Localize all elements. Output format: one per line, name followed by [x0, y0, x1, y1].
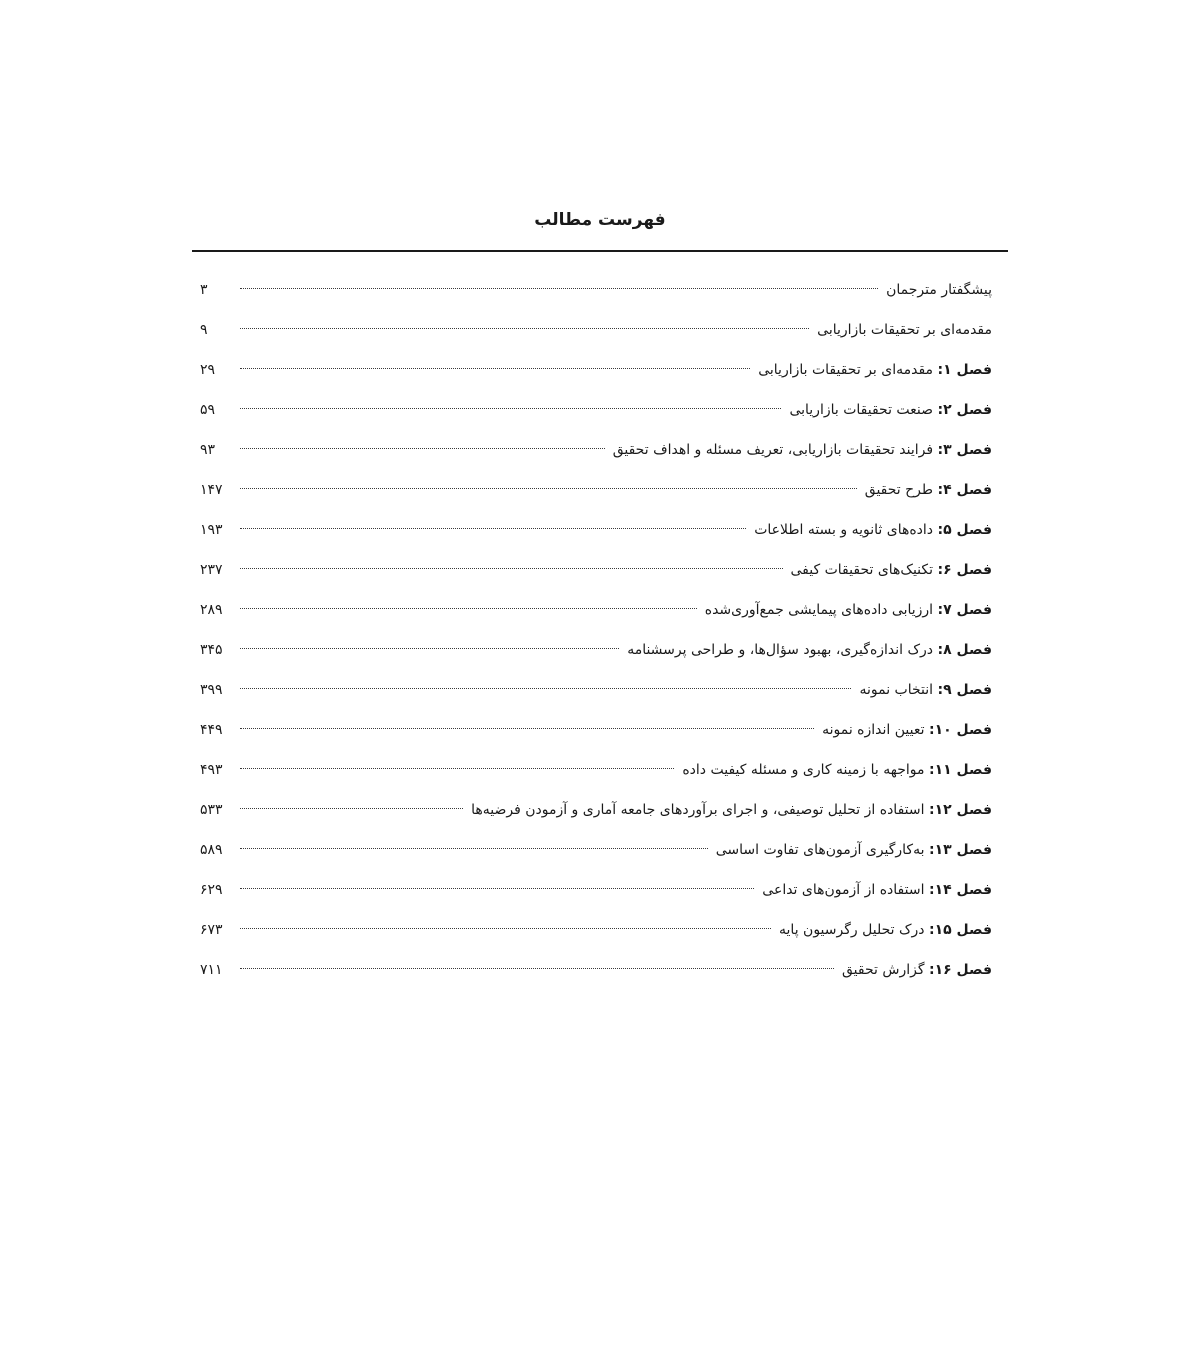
page-number: ۵۸۹ — [200, 842, 223, 858]
page-number: ۶۷۳ — [200, 922, 223, 938]
entry-text — [842, 950, 992, 990]
toc-entry — [200, 590, 992, 630]
page-number: ۱۹۳ — [200, 522, 223, 538]
entry-title: طرح تحقیق — [864, 482, 934, 498]
entry-text — [705, 590, 992, 630]
entry-title: استفاده از آزمون‌های تداعی — [762, 882, 925, 898]
toc-entry — [200, 630, 992, 670]
toc-entry — [200, 430, 992, 470]
page-number: ۵۹ — [200, 402, 216, 418]
page-number: ۲۳۷ — [200, 562, 223, 578]
toc-entry — [200, 510, 992, 550]
page-number: ۹ — [200, 322, 208, 338]
dot-leader — [240, 608, 697, 609]
entry-text — [754, 510, 992, 550]
page-number: ۳ — [200, 282, 208, 298]
entry-title: داده‌های ثانویه و بسته اطلاعات — [754, 522, 934, 538]
entry-title: پیشگفتار مترجمان — [886, 282, 992, 298]
toc-entry — [200, 710, 992, 750]
entry-text — [886, 270, 992, 310]
dot-leader — [240, 448, 605, 449]
entry-text — [791, 550, 992, 590]
entry-title: تعیین اندازه نمونه — [822, 722, 925, 738]
entry-text — [762, 870, 992, 910]
entry-title: به‌کارگیری آزمون‌های تفاوت اساسی — [715, 842, 925, 858]
chapter-label: فصل ۸: — [937, 642, 992, 658]
toc-entry — [200, 950, 992, 990]
entry-text — [627, 630, 992, 670]
toc-entry — [200, 390, 992, 430]
chapter-label: فصل ۴: — [937, 482, 992, 498]
entry-title: استفاده از تحلیل توصیفی، و اجرای برآوردهای جامعه آماری و آزمودن فرضیه‌ها — [471, 802, 925, 818]
entry-text — [716, 830, 992, 870]
toc-title: فهرست مطالب — [534, 210, 666, 230]
dot-leader — [240, 288, 878, 289]
toc-entry — [200, 350, 992, 390]
chapter-label: فصل ۵: — [937, 522, 992, 538]
dot-leader — [240, 328, 809, 329]
chapter-label: فصل ۳: — [937, 442, 992, 458]
chapter-label: فصل ۹: — [937, 682, 992, 698]
page-number: ۶۲۹ — [200, 882, 223, 898]
entry-title: درک اندازه‌گیری، بهبود سؤال‌ها، و طراحی پرسشنامه — [627, 642, 934, 658]
entry-text — [682, 750, 992, 790]
entry-title: درک تحلیل رگرسیون پایه — [779, 922, 925, 938]
toc-entry — [200, 670, 992, 710]
page-number: ۴۴۹ — [200, 722, 223, 738]
page-number: ۹۳ — [200, 442, 216, 458]
page-number: ۳۹۹ — [200, 682, 223, 698]
toc-entry — [200, 750, 992, 790]
chapter-label: فصل ۱۲: — [928, 802, 992, 818]
chapter-label: فصل ۷: — [937, 602, 992, 618]
dot-leader — [240, 488, 857, 489]
toc-entry — [200, 790, 992, 830]
page-number: ۵۳۳ — [200, 802, 223, 818]
entry-title: انتخاب نمونه — [859, 682, 934, 698]
entry-title: صنعت تحقیقات بازاریابی — [789, 402, 934, 418]
dot-leader — [240, 848, 708, 849]
chapter-label: فصل ۱۱: — [928, 762, 992, 778]
entry-text — [859, 670, 992, 710]
dot-leader — [240, 528, 746, 529]
entry-title: گزارش تحقیق — [842, 962, 925, 978]
chapter-label: فصل ۶: — [937, 562, 992, 578]
dot-leader — [240, 808, 463, 809]
dot-leader — [240, 768, 674, 769]
page-number: ۷۱۱ — [200, 962, 223, 978]
entry-text — [471, 790, 992, 830]
dot-leader — [240, 888, 754, 889]
entry-title: مقدمه‌ای بر تحقیقات بازاریابی — [817, 322, 992, 338]
toc-entry — [200, 910, 992, 950]
page-number: ۲۸۹ — [200, 602, 223, 618]
entry-title: تکنیک‌های تحقیقات کیفی — [790, 562, 934, 578]
chapter-label: فصل ۱: — [937, 362, 992, 378]
page-number: ۲۹ — [200, 362, 216, 378]
entry-title: مواجهه با زمینه کاری و مسئله کیفیت داده — [682, 762, 925, 778]
entry-text — [865, 470, 992, 510]
toc-entry — [200, 310, 992, 350]
toc-list — [200, 270, 992, 990]
entry-title: ارزیابی داده‌های پیمایشی جمع‌آوری‌شده — [704, 602, 934, 618]
chapter-label: فصل ۲: — [937, 402, 992, 418]
dot-leader — [240, 968, 834, 969]
title-rule — [192, 250, 1008, 252]
entry-title: فرایند تحقیقات بازاریابی، تعریف مسئله و اهداف تحقیق — [612, 442, 934, 458]
entry-text — [817, 310, 992, 350]
dot-leader — [240, 648, 619, 649]
entry-text — [758, 350, 992, 390]
entry-text — [822, 710, 992, 750]
dot-leader — [240, 728, 814, 729]
dot-leader — [240, 368, 750, 369]
toc-entry — [200, 550, 992, 590]
toc-entry — [200, 830, 992, 870]
entry-title: مقدمه‌ای بر تحقیقات بازاریابی — [758, 362, 934, 378]
toc-entry — [200, 870, 992, 910]
page-number: ۱۴۷ — [200, 482, 223, 498]
dot-leader — [240, 408, 781, 409]
chapter-label: فصل ۱۳: — [928, 842, 992, 858]
page-number: ۴۹۳ — [200, 762, 223, 778]
entry-text — [613, 430, 992, 470]
entry-text — [779, 910, 992, 950]
chapter-label: فصل ۱۰: — [928, 722, 992, 738]
chapter-label: فصل ۱۶: — [928, 962, 992, 978]
toc-entry — [200, 270, 992, 310]
page-number: ۳۴۵ — [200, 642, 223, 658]
dot-leader — [240, 688, 851, 689]
dot-leader — [240, 928, 771, 929]
chapter-label: فصل ۱۴: — [928, 882, 992, 898]
toc-entry — [200, 470, 992, 510]
entry-text — [789, 390, 992, 430]
dot-leader — [240, 568, 783, 569]
chapter-label: فصل ۱۵: — [928, 922, 992, 938]
